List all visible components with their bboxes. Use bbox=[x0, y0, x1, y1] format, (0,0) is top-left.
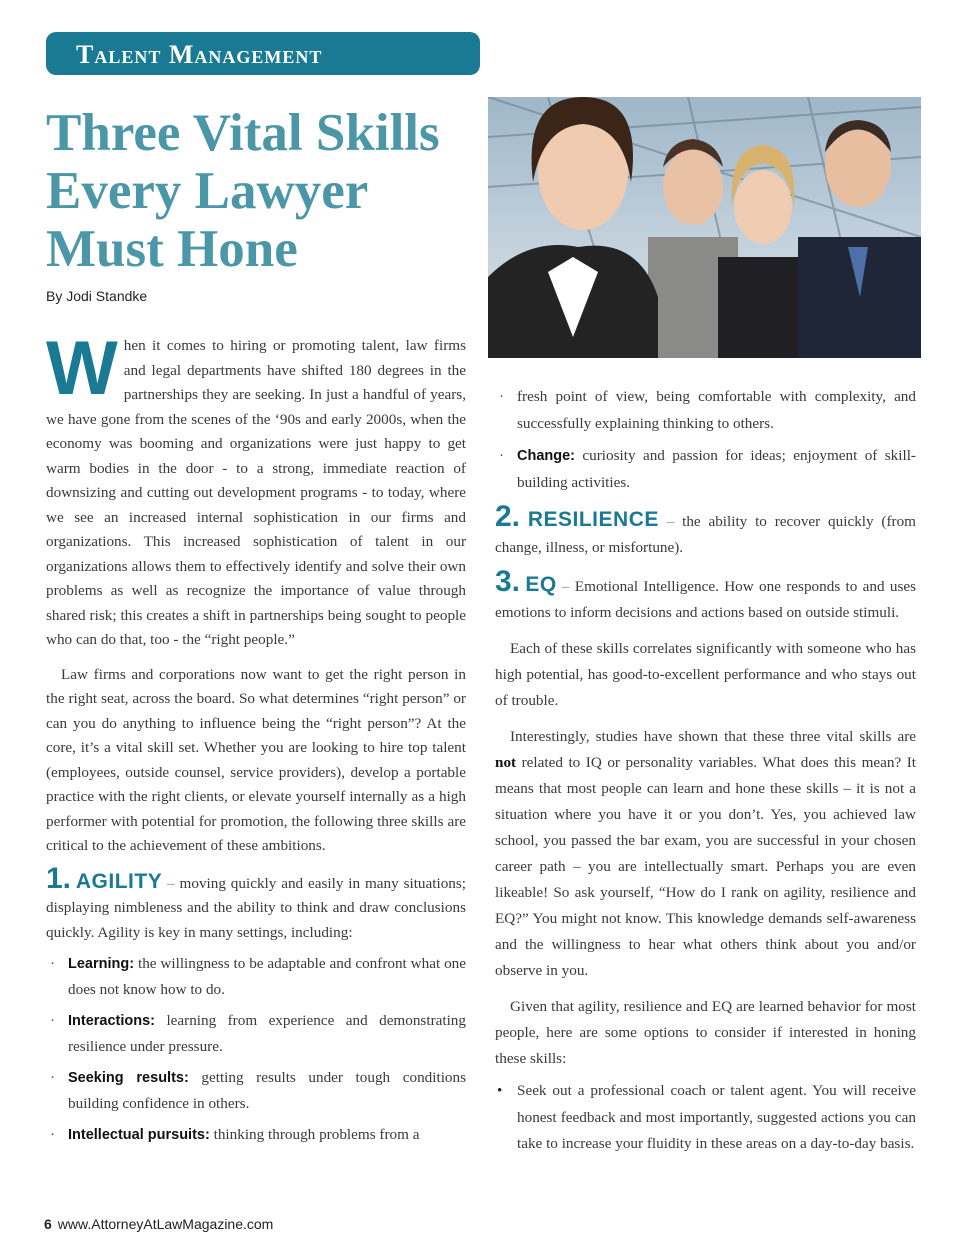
skill-name: RESILIENCE bbox=[527, 508, 659, 531]
list-item: · Change: curiosity and passion for ideas; enjoyment of skill-building activities. bbox=[495, 443, 916, 496]
skill-description: moving quickly and easily in many situations; displaying nimbleness and the ability to think and draw conclusions quickly. Agility is key in many settings, including: bbox=[46, 874, 467, 941]
skill-name: AGILITY bbox=[75, 869, 163, 893]
left-column bbox=[46, 326, 467, 1154]
agility-list-continued bbox=[495, 384, 916, 496]
skill-number: 2. bbox=[495, 500, 521, 533]
list-item: · Learning: the willingness to be adaptable and confront what one does not know how to do. bbox=[46, 951, 466, 1002]
skill-number: 1. bbox=[46, 861, 72, 895]
skill-eq: 3. EQ – Emotional Intelligence. How one responds to and uses emotions to inform decisions and actions based on outside stimuli. bbox=[495, 565, 917, 621]
intro-paragraph: When it comes to hiring or promoting talent, law firms and legal departments have shifted 180 degrees in the partnerships they are seeking. In just a handful of years, we have gone from the scenes of the ‘90s and early 2000s, when the economy was booming and organizations were just happy to get warm bodies in the door - to a strong, immediate reaction of downsizing and cutting out development programs - to today, where we see an increased internal sophistication in our firms and organizations. This increased sophistication of talent in our organizations allows them to effectively identify and solve their own problems as well as recognize the importance of value through shared risk; this creates a shift in partnerships being sought to people who can do that, too - the “right people.” bbox=[46, 326, 466, 648]
list-item: · Seeking results: getting results under tough conditions building confidence in others. bbox=[46, 1065, 466, 1116]
agility-list bbox=[46, 951, 466, 1148]
skill-agility: 1. AGILITY – moving quickly and easily in many situations; displaying nimbleness and the ability to think and draw conclusions quickly. Agility is key in many settings, including: bbox=[46, 861, 467, 941]
skill-description: the ability to recover quickly (from change, illness, or misfortune). bbox=[495, 513, 916, 556]
article-title: Three Vital Skills Every Lawyer Must Hone bbox=[46, 104, 440, 278]
article-photo bbox=[488, 97, 921, 358]
right-column bbox=[495, 384, 916, 1164]
body-paragraph: Interestingly, studies have shown that these three vital skills are not related to IQ or personality variables. What does this mean? It means that most people can learn and hone these skills – it is not a situation where you have it or you don’t. Yes, you achieved law school, you passed the bar exam, you are successful in your chosen career path – you are intellectually smart. Perhaps you are even likeable! So ask yourself, “How do I rank on agility, resilience and EQ?” You might not know. This knowledge demands self-awareness and the willingness to hear what others think about you and/or observe in you. bbox=[495, 728, 916, 979]
skill-resilience: 2. RESILIENCE – the ability to recover quickly (from change, illness, or misfortune). bbox=[495, 500, 916, 556]
list-item: • Seek out a professional coach or talent agent. You will receive honest feedback and most importantly, suggested actions you can take to increase your fluidity in these areas on a day-to-day basis. bbox=[495, 1078, 916, 1158]
skill-description: Emotional Intelligence. How one responds to and uses emotions to inform decisions and actions based on outside stimuli. bbox=[495, 578, 917, 621]
section-banner bbox=[46, 32, 480, 75]
options-list bbox=[495, 1078, 916, 1158]
list-item: · Intellectual pursuits: thinking through problems from a bbox=[46, 1122, 466, 1148]
section-label: Talent Management bbox=[76, 40, 323, 69]
skill-name: EQ bbox=[525, 573, 557, 596]
list-item-continued: · fresh point of view, being comfortable with complexity, and successfully explaining thinking to others. bbox=[495, 384, 916, 437]
footer-url: www.AttorneyAtLawMagazine.com bbox=[57, 1216, 274, 1232]
skill-number: 3. bbox=[495, 565, 521, 598]
list-item: · Interactions: learning from experience and demonstrating resilience under pressure. bbox=[46, 1008, 466, 1059]
page-number: 6 bbox=[44, 1216, 52, 1232]
page-footer bbox=[44, 1216, 273, 1232]
drop-cap: W bbox=[46, 326, 118, 411]
byline: By Jodi Standke bbox=[46, 288, 148, 304]
body-paragraph: Given that agility, resilience and EQ are learned behavior for most people, here are some options to consider if interested in honing these skills: bbox=[495, 998, 916, 1067]
body-paragraph: Law firms and corporations now want to get the right person in the right seat, across the board. So what determines “right person” or can you do anything to influence being the “right person”? At the core, it’s a vital skill set. Whether you are looking to hire top talent (employees, outside counsel, service providers), develop a portable practice with the right clients, or elevate yourself internally as a high performer with potential for promotion, the following three skills are critical to the achievement of these ambitions. bbox=[46, 665, 466, 854]
body-paragraph: Each of these skills correlates significantly with someone who has high potential, has good-to-excellent performance and who stays out of trouble. bbox=[495, 640, 916, 709]
